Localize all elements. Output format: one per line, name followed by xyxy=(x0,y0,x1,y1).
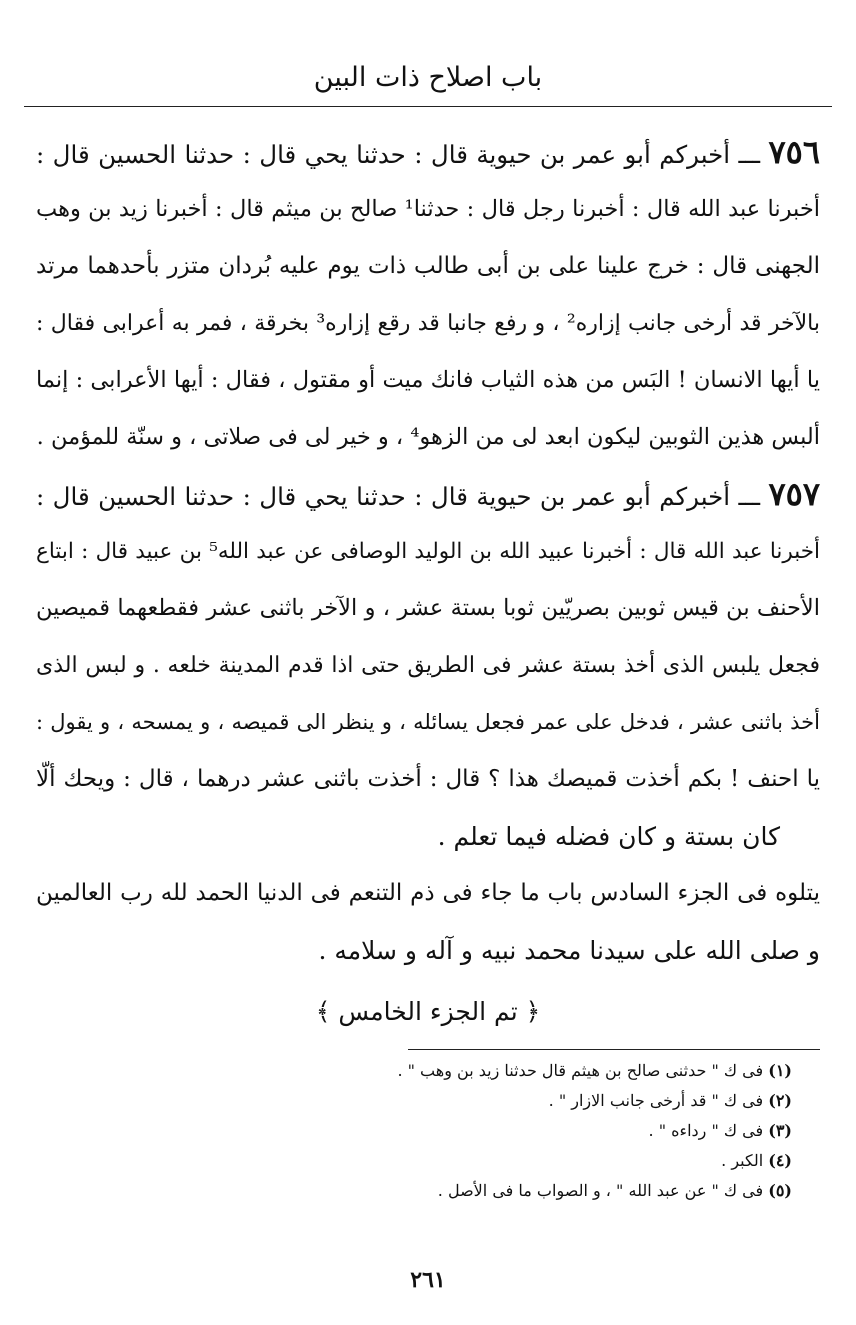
footnote-text: فى ك " قد أرخى جانب الازار " . xyxy=(548,1091,764,1110)
closing-ornament: ﴿ تم الجزء الخامس ﴾ xyxy=(315,997,541,1026)
running-header: باب اصلاح ذات البين xyxy=(313,62,543,93)
entry-756-line-1: ٧٥٦ ـــ أخبركم أبو عمر بن حيوية قال : حدثنا يحي قال : حدثنا الحسين قال : xyxy=(36,133,820,171)
footnote-rule xyxy=(408,1049,820,1050)
entry-757-line-4: فجعل يلبس الذى أخذ بستة عشر فى الطريق حتى اذا قدم المدينة خلعه . و لبس الذى xyxy=(36,653,820,678)
colophon-line-2: و صلى الله على سيدنا محمد نبيه و آله و سلامه . xyxy=(318,936,820,965)
footnote-text: فى ك " حدثنى صالح بن هيثم قال حدثنا زيد بن وهب " . xyxy=(397,1061,764,1080)
footnote xyxy=(300,1056,792,1086)
entry-756-line-2: أخبرنا عبد الله قال : أخبرنا رجل قال : حدثنا¹ صالح بن ميثم قال : أخبرنا زيد بن وهب xyxy=(36,196,820,222)
entry-756-line-6: ألبس هذين الثوبين ليكون ابعد لى من الزهو⁴ ، و خير لى فى صلاتى ، و سنّة للمؤمن . xyxy=(36,424,820,450)
footnote-text: فى ك " رداءه " . xyxy=(648,1121,764,1140)
footnote xyxy=(300,1086,792,1116)
entry-757-line-5: أخذ باثنى عشر ، فدخل على عمر فجعل يسائله ، و ينظر الى قميصه ، و يمسحه ، و يقول : xyxy=(36,710,820,734)
footnote-mark: (٥) xyxy=(768,1181,792,1200)
entry-757-line-2: أخبرنا عبد الله قال : أخبرنا عبيد الله بن الوليد الوصافى عن عبد الله⁵ بن عبيد قال : ابتاع xyxy=(36,539,820,564)
footnote xyxy=(300,1146,792,1176)
footnote-mark: (٤) xyxy=(768,1151,792,1170)
colophon-line-1: يتلوه فى الجزء السادس باب ما جاء فى ذم التنعم فى الدنيا الحمد لله رب العالمين xyxy=(36,880,820,906)
footnote xyxy=(300,1176,792,1206)
footnote-mark: (٢) xyxy=(768,1091,792,1110)
footnote-text: فى ك " عن عبد الله " ، و الصواب ما فى الأصل . xyxy=(437,1181,764,1200)
entry-757-line-1: ٧٥٧ ـــ أخبركم أبو عمر بن حيوية قال : حدثنا يحي قال : حدثنا الحسين قال : xyxy=(36,475,820,513)
entry-756-line-4: بالآخر قد أرخى جانب إزاره² ، و رفع جانبا قد رقع إزاره³ بخرقة ، فمر به أعرابى فقال : xyxy=(36,311,820,336)
footnotes xyxy=(300,1056,792,1206)
footnote xyxy=(300,1116,792,1146)
entry-757-line-7: كان بستة و كان فضله فيما تعلم . xyxy=(437,822,780,851)
entry-number: ٧٥٦ xyxy=(768,133,820,171)
footnote-mark: (١) xyxy=(768,1061,792,1080)
page-number: ٢٦١ xyxy=(410,1267,446,1293)
footnote-mark: (٣) xyxy=(768,1121,792,1140)
entry-number: ٧٥٧ xyxy=(768,475,820,513)
header-rule xyxy=(24,106,832,107)
line-text: أخبركم أبو عمر بن حيوية قال : حدثنا يحي قال : حدثنا الحسين قال : xyxy=(36,140,731,169)
entry-756-line-3: الجهنى قال : خرج علينا على بن أبى طالب ذات يوم عليه بُردان متزر بأحدهما مرتد xyxy=(36,253,820,279)
entry-757-line-6: يا احنف ! بكم أخذت قميصك هذا ؟ قال : أخذت باثنى عشر درهما ، قال : ويحك ألّا xyxy=(36,766,820,792)
entry-757-line-3: الأحنف بن قيس ثوبين بصريّين ثوبا بستة عشر ، و الآخر باثنى عشر فقطعهما قميصين xyxy=(36,595,820,621)
line-text: أخبركم أبو عمر بن حيوية قال : حدثنا يحي قال : حدثنا الحسين قال : xyxy=(36,482,731,511)
entry-756-line-5: يا أيها الانسان ! البَس من هذه الثياب فانك ميت أو مقتول ، فقال : أيها الأعرابى : إنما xyxy=(36,367,820,393)
footnote-text: الكبر . xyxy=(721,1151,764,1170)
main-text xyxy=(36,124,820,979)
